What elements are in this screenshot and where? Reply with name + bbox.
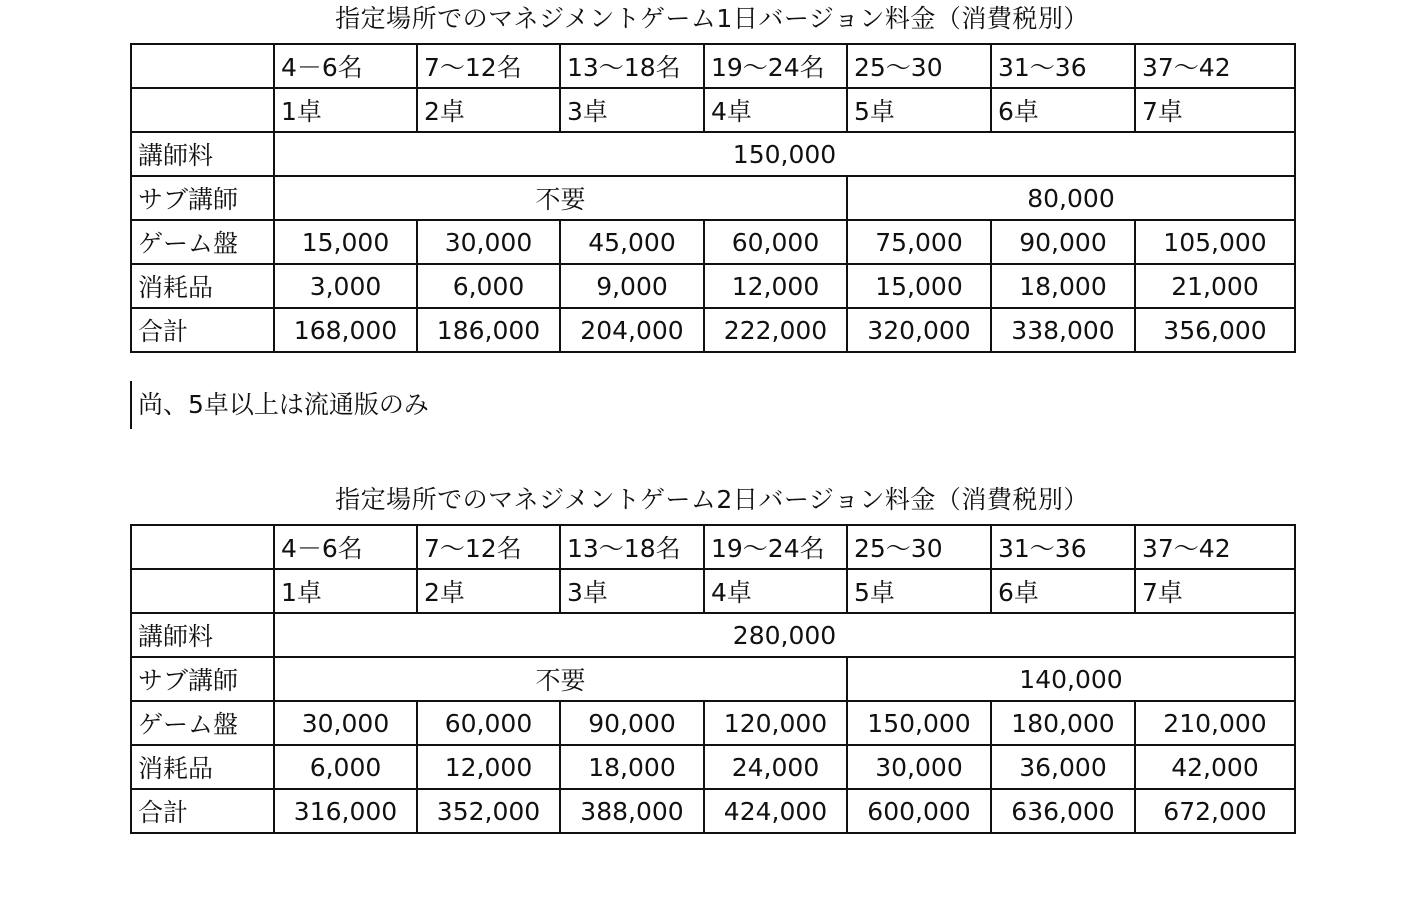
value-cell: 210,000: [1135, 701, 1295, 745]
value-cell: 24,000: [704, 745, 847, 789]
header-cell: 13～18名: [560, 525, 704, 569]
table-count-cell: 7卓: [1135, 88, 1295, 132]
total-cell: 600,000: [847, 789, 991, 833]
value-cell: 90,000: [991, 220, 1135, 264]
table-row-tables: [131, 88, 1295, 132]
header-cell: 4－6名: [274, 44, 417, 88]
price-table-title-2day: 指定場所でのマネジメントゲーム2日バージョン料金（消費税別）: [335, 485, 1089, 514]
price-table-title-1day: 指定場所でのマネジメントゲーム1日バージョン料金（消費税別）: [335, 4, 1089, 33]
sub-instructor-fee: 80,000: [847, 176, 1295, 220]
header-cell: 25～30: [847, 525, 991, 569]
table-row-sub-instructor: [131, 657, 1295, 701]
price-table-1day: [130, 43, 1296, 353]
value-cell: 6,000: [274, 745, 417, 789]
total-cell: 356,000: [1135, 308, 1295, 352]
value-cell: 18,000: [991, 264, 1135, 308]
header-cell: 31～36: [991, 44, 1135, 88]
total-cell: 222,000: [704, 308, 847, 352]
header-cell: 37～42: [1135, 44, 1295, 88]
header-cell: 19～24名: [704, 525, 847, 569]
value-cell: 21,000: [1135, 264, 1295, 308]
table-row-game-board: [131, 701, 1295, 745]
value-cell: 105,000: [1135, 220, 1295, 264]
value-cell: 60,000: [417, 701, 560, 745]
value-cell: 60,000: [704, 220, 847, 264]
table-count-cell: 6卓: [991, 88, 1135, 132]
value-cell: 15,000: [847, 264, 991, 308]
table-count-cell: 5卓: [847, 88, 991, 132]
sub-instructor-fee: 140,000: [847, 657, 1295, 701]
table-count-cell: 6卓: [991, 569, 1135, 613]
value-cell: 45,000: [560, 220, 704, 264]
row-label: サブ講師: [131, 657, 274, 701]
table-row-tables: [131, 569, 1295, 613]
value-cell: 12,000: [704, 264, 847, 308]
sub-instructor-not-needed: 不要: [274, 176, 847, 220]
table-count-cell: 2卓: [417, 88, 560, 132]
corner-cell: [131, 569, 274, 613]
value-cell: 180,000: [991, 701, 1135, 745]
value-cell: 42,000: [1135, 745, 1295, 789]
header-cell: 7～12名: [417, 525, 560, 569]
table-note: 尚、5卓以上は流通版のみ: [130, 381, 429, 429]
row-label: 消耗品: [131, 264, 274, 308]
row-label: ゲーム盤: [131, 701, 274, 745]
table-row-game-board: [131, 220, 1295, 264]
value-cell: 6,000: [417, 264, 560, 308]
header-cell: 31～36: [991, 525, 1135, 569]
value-cell: 90,000: [560, 701, 704, 745]
total-cell: 424,000: [704, 789, 847, 833]
total-cell: 636,000: [991, 789, 1135, 833]
table-count-cell: 3卓: [560, 569, 704, 613]
header-cell: 25～30: [847, 44, 991, 88]
row-label: 合計: [131, 789, 274, 833]
table-count-cell: 2卓: [417, 569, 560, 613]
header-cell: 37～42: [1135, 525, 1295, 569]
value-cell: 30,000: [417, 220, 560, 264]
instructor-fee-value: 150,000: [274, 132, 1295, 176]
table-count-cell: 1卓: [274, 88, 417, 132]
total-cell: 186,000: [417, 308, 560, 352]
total-cell: 338,000: [991, 308, 1135, 352]
price-table-2day: [130, 524, 1296, 834]
corner-cell: [131, 44, 274, 88]
table-count-cell: 5卓: [847, 569, 991, 613]
total-cell: 388,000: [560, 789, 704, 833]
header-cell: 7～12名: [417, 44, 560, 88]
table-count-cell: 4卓: [704, 88, 847, 132]
corner-cell: [131, 88, 274, 132]
header-cell: 4－6名: [274, 525, 417, 569]
total-cell: 168,000: [274, 308, 417, 352]
value-cell: 18,000: [560, 745, 704, 789]
value-cell: 120,000: [704, 701, 847, 745]
value-cell: 30,000: [847, 745, 991, 789]
value-cell: 36,000: [991, 745, 1135, 789]
value-cell: 30,000: [274, 701, 417, 745]
table-count-cell: 1卓: [274, 569, 417, 613]
corner-cell: [131, 525, 274, 569]
row-label: サブ講師: [131, 176, 274, 220]
value-cell: 150,000: [847, 701, 991, 745]
instructor-fee-value: 280,000: [274, 613, 1295, 657]
table-row-participants: [131, 525, 1295, 569]
row-label: ゲーム盤: [131, 220, 274, 264]
table-row-instructor-fee: [131, 132, 1295, 176]
row-label: 合計: [131, 308, 274, 352]
total-cell: 204,000: [560, 308, 704, 352]
table-count-cell: 7卓: [1135, 569, 1295, 613]
header-cell: 13～18名: [560, 44, 704, 88]
total-cell: 320,000: [847, 308, 991, 352]
table-count-cell: 3卓: [560, 88, 704, 132]
table-row-sub-instructor: [131, 176, 1295, 220]
value-cell: 75,000: [847, 220, 991, 264]
total-cell: 672,000: [1135, 789, 1295, 833]
row-label: 講師料: [131, 132, 274, 176]
table-count-cell: 4卓: [704, 569, 847, 613]
row-label: 消耗品: [131, 745, 274, 789]
value-cell: 15,000: [274, 220, 417, 264]
table-row-participants: [131, 44, 1295, 88]
total-cell: 352,000: [417, 789, 560, 833]
sub-instructor-not-needed: 不要: [274, 657, 847, 701]
value-cell: 9,000: [560, 264, 704, 308]
table-row-consumables: [131, 745, 1295, 789]
header-cell: 19～24名: [704, 44, 847, 88]
table-row-total: [131, 308, 1295, 352]
value-cell: 12,000: [417, 745, 560, 789]
table-row-consumables: [131, 264, 1295, 308]
value-cell: 3,000: [274, 264, 417, 308]
total-cell: 316,000: [274, 789, 417, 833]
table-row-total: [131, 789, 1295, 833]
table-row-instructor-fee: [131, 613, 1295, 657]
row-label: 講師料: [131, 613, 274, 657]
